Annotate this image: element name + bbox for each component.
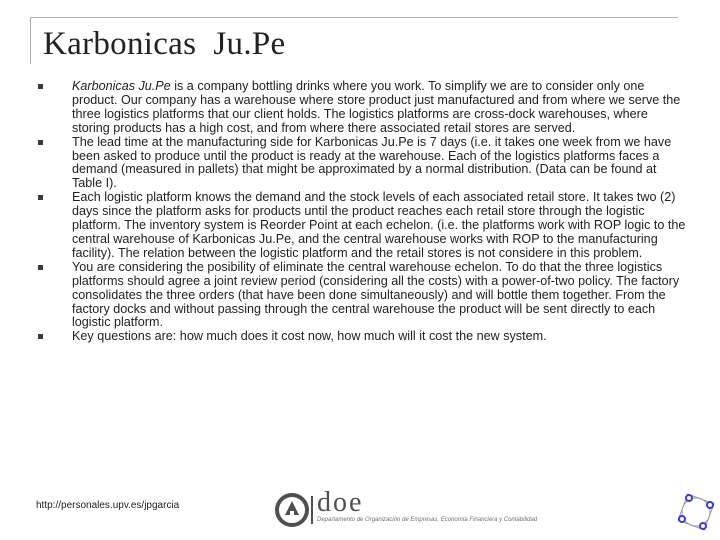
bullet-item: [38, 330, 688, 344]
title-frame-left-line: [30, 17, 31, 64]
title-frame-top-line: [30, 17, 678, 18]
square-bullet-icon: [38, 334, 43, 339]
bullet-item: [38, 80, 688, 136]
company-name: Karbonicas Ju.Pe: [72, 79, 171, 93]
square-bullet-icon: [38, 265, 43, 270]
bullet-item: [38, 261, 688, 331]
logo-divider: [311, 496, 313, 524]
square-bullet-icon: [38, 84, 43, 89]
bullet-item: [38, 136, 688, 192]
square-bullet-icon: [38, 140, 43, 145]
square-bullet-icon: [38, 195, 43, 200]
logo-department-subtitle: Departamento de Organización de Empresas, Economía Financiera y Contabilidad: [317, 517, 538, 523]
bullet-text: Each logistic platform knows the demand and the stock levels of each associated retail store. It takes two (2) days since the platform asks for products until the product reaches each retail store through the logistic platform. The inventory system is Reorder Point at each echelon. (i.e. the platforms work with ROP logic to the central warehouse of Karbonicas Ju.Pe, and the central warehouse works with ROP to the manufacturing facility). The relation between the logistic platform and the retail stores is not considere in this problem.: [72, 190, 686, 260]
department-logo: [275, 487, 538, 529]
doe-emblem-icon: [275, 493, 309, 527]
bullet-item: [38, 191, 688, 261]
bullet-text: Key questions are: how much does it cost now, how much will it cost the new system.: [72, 329, 547, 344]
bullet-text: The lead time at the manufacturing side for Karbonicas Ju.Pe is 7 days (i.e. it takes one week from we have been asked to produce until the product is ready at the warehouse. Each of the logistics platforms faces a demand (measured in pallets) that might be approximated by a normal distribution. (Data can be found at Table I).: [72, 134, 672, 191]
bullet-text: is a company bottling drinks where you work. To simplify we are to consider only one product. Our company has a warehouse where store product just manufactured and from where we serve the three logistics platforms that our client holds. The logistics platforms are cross-dock warehouses, where storing products has a high cost, and from where there associated retail stores are served.: [72, 79, 681, 135]
footer-url: http://personales.upv.es/jpgarcia: [36, 500, 180, 511]
bullet-list: [38, 80, 688, 344]
slide-title: Karbonicas Ju.Pe: [43, 26, 286, 62]
bullet-text: You are considering the posibility of eliminate the central warehouse echelon. To do that the three logistics platforms should agree a joint review period (considering all the costs) with a power-of-two policy. The factory consolidates the three orders (that have been done simultaneously) and will bottle them together. From the factory docks and without passing through the central warehouse the product will be sent directly to each logistic platform.: [72, 259, 680, 330]
logo-wordmark: doe: [317, 487, 364, 518]
corner-decoration-icon: [676, 492, 716, 532]
